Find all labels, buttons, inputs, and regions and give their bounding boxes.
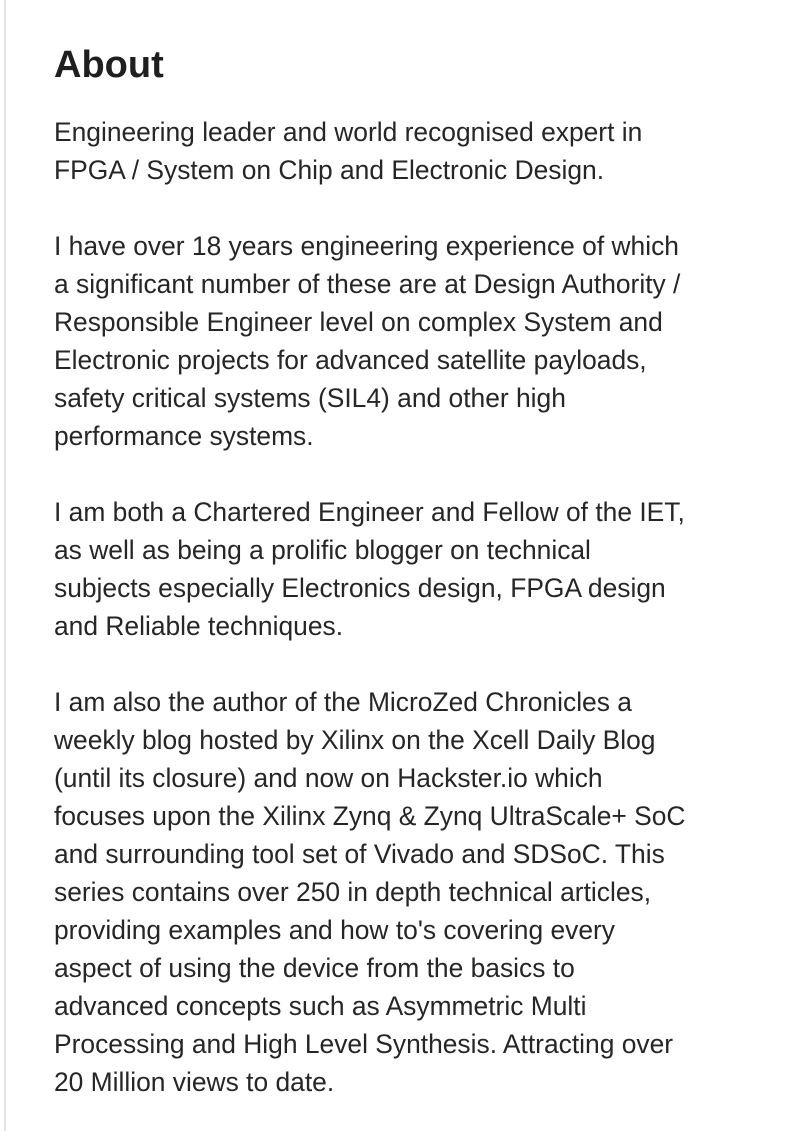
about-line: (until its closure) and now on Hackster.io which [54,763,603,793]
about-heading: About [54,44,164,86]
about-line: I have over 18 years engineering experience of which [54,231,679,261]
about-card [4,0,793,1131]
about-paragraph-3 [54,493,754,645]
about-line: I am both a Chartered Engineer and Fellow of the IET, [54,497,685,527]
about-line: Engineering leader and world recognised expert in [54,117,643,147]
about-paragraph-1 [54,113,754,189]
paragraph-gap [54,645,754,683]
paragraph-gap [54,455,754,493]
about-line: and Reliable techniques. [54,611,344,641]
about-line: advanced concepts such as Asymmetric Multi [54,991,587,1021]
about-line: providing examples and how to's covering every [54,915,616,945]
about-line: as well as being a prolific blogger on technical [54,535,591,565]
about-paragraph-4 [54,683,754,1101]
about-line: performance systems. [54,421,314,451]
about-line: focuses upon the Xilinx Zynq & Zynq UltraScale+ SoC [54,801,686,831]
about-line: series contains over 250 in depth technical articles, [54,877,652,907]
about-line: and surrounding tool set of Vivado and SDSoC. This [54,839,665,869]
about-line: safety critical systems (SIL4) and other high [54,383,566,413]
about-line: I am also the author of the MicroZed Chronicles a [54,687,632,717]
about-line: subjects especially Electronics design, FPGA design [54,573,666,603]
about-line: Responsible Engineer level on complex System and [54,307,663,337]
about-line: 20 Million views to date. [54,1067,335,1097]
about-paragraph-2 [54,227,754,455]
about-line: FPGA / System on Chip and Electronic Design. [54,155,605,185]
about-line: a significant number of these are at Design Authority / [54,269,681,299]
about-line: Processing and High Level Synthesis. Attracting over [54,1029,674,1059]
about-line: Electronic projects for advanced satellite payloads, [54,345,647,375]
about-line: weekly blog hosted by Xilinx on the Xcell Daily Blog [54,725,656,755]
about-line: aspect of using the device from the basics to [54,953,575,983]
paragraph-gap [54,189,754,227]
about-text [54,113,754,1101]
